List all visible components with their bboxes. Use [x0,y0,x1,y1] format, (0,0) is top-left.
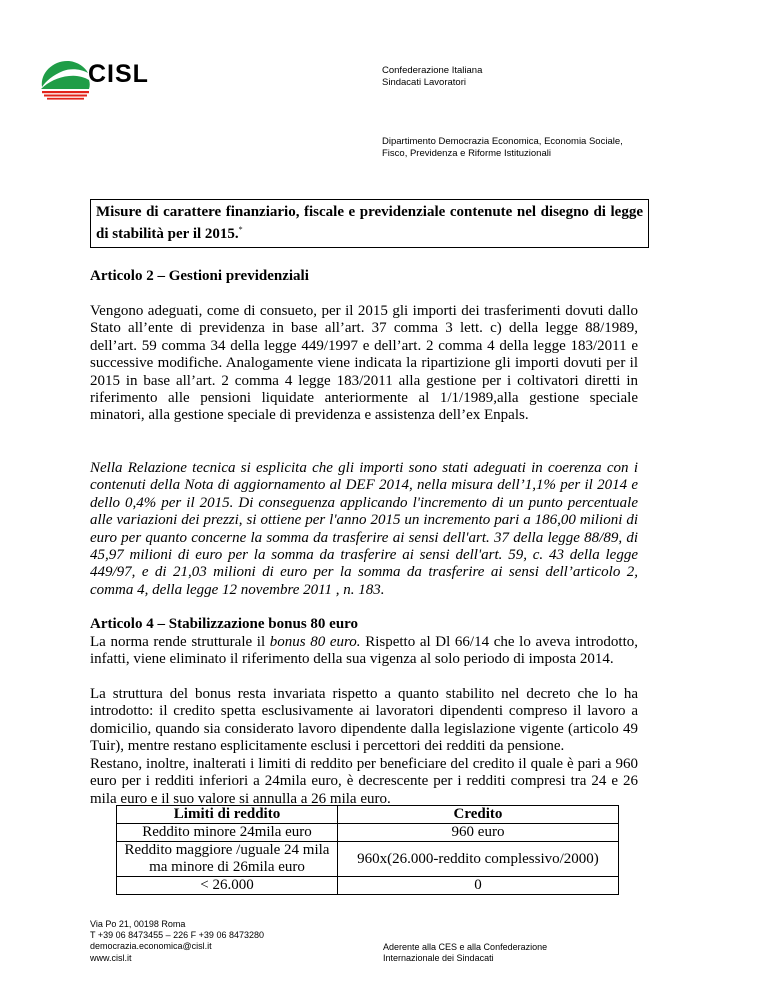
org-name [382,65,482,89]
table-row [117,877,619,895]
table-cell: Reddito minore 24mila euro [117,824,338,842]
org-line-1: Confederazione Italiana [382,65,483,76]
affiliation-line-1: Aderente alla CES e alla Confederazione [383,942,548,952]
dept-line-1: Dipartimento Democrazia Economica, Economia Sociale, [382,136,623,147]
articolo-4-paragraph-1: La norma rende strutturale il bonus 80 euro. Rispetto al Dl 66/14 che lo aveva introdotto, infatti, viene eliminato il riferimento della sua vigenza al solo periodo di imposta 2014. [90,634,638,668]
footer-contacts [90,919,264,964]
income-limits-table [116,805,619,895]
footnote-mark: * [238,225,243,234]
document-title [90,199,649,248]
table-header-row [117,806,619,824]
footer-phone: T +39 06 8473455 – 226 F +39 06 8473280 [90,930,264,941]
dept-line-2: Fisco, Previdenza e Riforme Istituzionali [382,148,551,159]
table-row [117,824,619,842]
department-name [382,136,623,160]
footer-address: Via Po 21, 00198 Roma [90,919,186,929]
table-header-cell: Limiti di reddito [117,806,338,824]
table-cell: Reddito maggiore /uguale 24 mila ma minore di 26mila euro [117,842,338,877]
heading-articolo-2: Articolo 2 – Gestioni previdenziali [90,268,309,284]
footer-email-link[interactable]: democrazia.economica@cisl.it [90,941,212,952]
org-line-2: Sindacati Lavoratori [382,77,466,88]
table-header-cell: Credito [338,806,619,824]
footer-web-link[interactable]: www.cisl.it [90,952,132,963]
table-row [117,842,619,877]
table-cell: 960x(26.000-reddito complessivo/2000) [338,842,619,877]
cisl-logo-text: CISL [88,60,149,88]
title-text: Misure di carattere finanziario, fiscale e previdenziale contenute nel disegno di legge di stabilità per il 2015. [96,204,643,242]
articolo-2-paragraph: Vengono adeguati, come di consueto, per il 2015 gli importi dei trasferimenti dovuti dallo Stato all’ente di previdenza in base all’art. 37 comma 3 lett. c) della legge 88/1989, dell’art. 59 comma 34 della legge 449/1997 e dell’art. 2 comma 4 della legge 183/2011 e successive modifiche. Analogamente viene indicata la ripartizione gli importi dovuti per il 2015 in base all’art. 2 comma 4 legge 183/2011 alla gestione per i coltivatori diretti in riferimento alle pensioni liquidate anteriormente al 1/1/1989,alla gestione speciale minatori, alla gestione speciale di previdenza e assistenza dell’ex Enpals. [90,303,638,424]
cisl-emblem-icon [36,56,96,102]
articolo-4-paragraph-3: Restano, inoltre, inalterati i limiti di reddito per beneficiare del credito il quale è pari a 960 euro per i redditi inferiori a 24mila euro, è decrescente per i redditi compresi tra 24 e 26 mila euro e il suo valore si annulla a 26 mila euro. [90,756,638,807]
table-cell: 0 [338,877,619,895]
table-cell: 960 euro [338,824,619,842]
articolo-4-paragraph-2: La struttura del bonus resta invariata rispetto a quanto stabilito nel decreto che lo ha introdotto: il credito spetta esclusivamente ai lavoratori dipendenti compreso il lavoro a domicilio, quando sia considerato lavoro dipendente dalla legislazione vigente (articolo 49 Tuir), mentre restano esplicitamente esclusi i percettori dei redditi da pensione. [90,686,638,755]
footer-affiliation [383,942,547,964]
table-cell: < 26.000 [117,877,338,895]
heading-articolo-4: Articolo 4 – Stabilizzazione bonus 80 euro [90,616,359,632]
relazione-tecnica-paragraph: Nella Relazione tecnica si esplicita che gli importi sono stati adeguati in coerenza con i contenuti della Nota di aggiornamento al DEF 2014, nella misura dell’1,1% per il 2014 e dello 0,4% per il 2015. Di conseguenza applicando l'incremento di un punto percentuale alle variazioni dei prezzi, si ottiene per l'anno 2015 un incremento pari a 186,00 milioni di euro per quanto concerne la somma da trasferire ai sensi dell'art. 37 della legge 88/89, di 45,97 milioni di euro per la somma da trasferire ai sensi dell'art. 59, c. 43 della legge 449/97, e di 21,03 milioni di euro per la somma da trasferire ai sensi dell’articolo 2, comma 4, della legge 12 novembre 2011 , n. 183. [90,460,638,598]
affiliation-line-2: Internazionale dei Sindacati [383,953,494,964]
